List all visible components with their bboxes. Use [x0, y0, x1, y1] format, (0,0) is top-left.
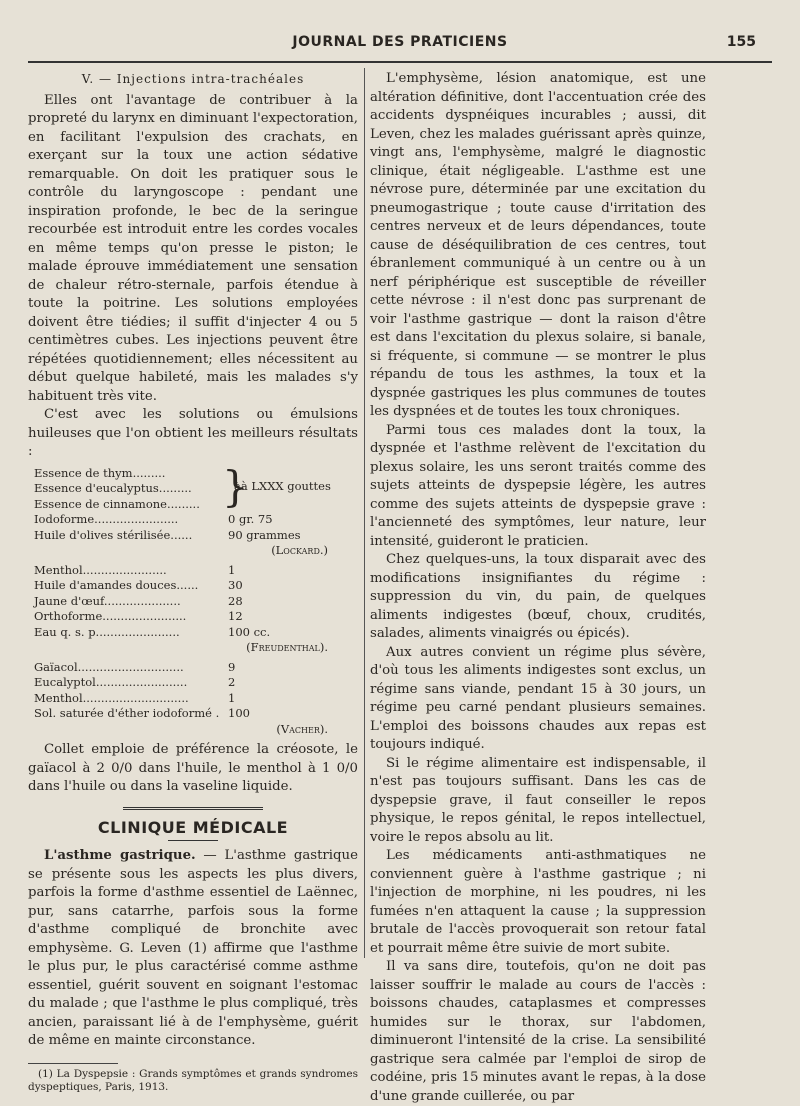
- paragraph: Parmi tous ces malades dont la toux, la dyspnée et l'asthme relèvent de l'excitation du plexus solaire, les uns seront traités comme des sujets atteints de dyspepsie légère, les autres comme des sujets atteints de dyspepsie grave : l'ancienneté des symptômes, leur nature, leur intensité, guideront le praticien.: [370, 422, 706, 549]
- formula-author: (Vacher).: [276, 721, 328, 736]
- paragraph: C'est avec les solutions ou émulsions huileuses que l'on obtient les meilleurs résultats :: [28, 407, 358, 459]
- formula-quantity: 0 gr. 75: [228, 512, 273, 526]
- formula-quantity: 1: [228, 562, 236, 577]
- formula-row: [34, 625, 358, 641]
- formula-ingredient: Menthol.............................: [34, 690, 189, 705]
- paragraph: Elles ont l'avantage de contribuer à la propreté du larynx en diminuant l'expectoration, en facilitant l'expulsion des crachats, en exerçant sur la toux une action sédative remarquable. On doit les pratiquer sous le contrôle du laryngoscope : pendant une inspiration profonde, le bec de la seringue recourbée est introduit entre les cordes vocales en même temps qu'on presse le piston; le malade éprouve immédiatement une sensation de chaleur rétro-sternale, parfois étendue à toute la poitrine. Les solutions employées doivent être tiédies; il suffit d'injecter 4 ou 5 centimètres cubes. Les injections peuvent être répétées quotidiennement; elles nécessitent au début quelque habileté, mais les malades s'y habituent très vite.: [28, 92, 358, 404]
- formula-quantity: 12: [228, 609, 243, 623]
- running-title: JOURNAL DES PRATICIENS: [292, 34, 508, 50]
- formula-row: [34, 578, 358, 594]
- section-heading: V. — Injections intra-trachéales: [81, 72, 305, 86]
- formula-row: [34, 594, 358, 610]
- paragraph: Les médicaments anti-asthmatiques ne conviennent guère à l'asthme gastrique ; ni l'injection de morphine, ni les poudres, ni les fumées n'en attaquent la cause ; la suppression brutale de l'accès provoquerait son retour fatal et pourrait même être suivie de mort subite.: [370, 848, 706, 956]
- formula-quantity: 30: [228, 578, 243, 592]
- paragraph-body: — L'asthme gastrique se présente sous les aspects les plus divers, parfois la forme d'asthme essentiel de Laënnec, pur, sans catarrhe, parfois sous la forme d'asthme compliqué de bronchite avec emphysème. G. Leven (1) affirme que l'asthme le plus pur, le plus caractérisé comme asthme essentiel, guérit souvent en soignant l'estomac du malade ; que l'asthme le plus compliqué, très ancien, paraissant lié à de l'emphysème, guérit de même en mainte circonstance.: [28, 848, 358, 1048]
- formula-row: [34, 563, 358, 579]
- paragraph: Aux autres convient un régime plus sévère, d'où tous les aliments indigestes sont exclus, un régime sans viande, pendant 15 à 30 jours, un régime peu carné pendant plusieurs semaines. L'emploi des boissons chaudes aux repas est toujours indiqué.: [370, 644, 706, 752]
- left-column: [28, 70, 358, 1094]
- paragraph: [28, 847, 358, 1051]
- double-rule: [123, 807, 263, 813]
- formula-row: [34, 660, 358, 676]
- formula-ingredient: Menthol.......................: [34, 562, 167, 577]
- formula-ingredient: Gaïacol.............................: [34, 659, 184, 674]
- formula-quantity: 2: [228, 675, 236, 689]
- formula-quantity: àà LXXX gouttes: [234, 478, 331, 493]
- small-rule: [168, 840, 218, 841]
- paragraph: Il va sans dire, toutefois, qu'on ne doit pas laisser souffrir le malade au cours de l'accès : boissons chaudes, cataplasmes et compresses humides sur le thorax, sur l'abdomen, diminueront l'intensité de la crise. La sensibilité gastrique sera calmée par l'emploi de sirop de codéine, pris 15 minutes avant le repas, à la dose d'une grande cuillerée, ou par: [370, 959, 706, 1104]
- formula-quantity: 90 grammes: [228, 527, 301, 542]
- paragraph: Collet emploie de préférence la créosote, le gaïacol à 2 0/0 dans l'huile, le menthol à 1 0/0 dans l'huile ou dans la vaseline liquide.: [28, 742, 358, 794]
- formula-ingredient: Huile d'amandes douces......: [34, 578, 199, 592]
- formula-ingredient: Eau q. s. p.......................: [34, 624, 180, 639]
- formula-row: Essence de cinnamone.........: [34, 496, 200, 511]
- formula-author: (Lockard.): [271, 543, 328, 557]
- paragraph: L'emphysème, lésion anatomique, est une altération définitive, dont l'accentuation crée des accidents dyspnéiques incurables ; aussi, dit Leven, chez les malades guérissant après quinze, vingt ans, l'emphysème, malgré le diagnostic clinique, était négligeable. L'asthme est une névrose pure, déterminée par une excitation du pneumogastrique ; toute cause d'irritation des centres nerveux et de leurs dépendances, toute cause de déséquilibration de ces centres, tout ébranlement communiqué à un centre ou à un nerf périphérique est susceptible de réveiller cette névrose : il n'est donc pas surprenant de voir l'asthme gastrique — dont la raison d'être est dans l'excitation du plexus solaire, si banale, si fréquente, si commune — se montrer le plus répandu de tous les asthmes, la toux et la dyspnée gastriques les plus communes de toutes les dyspnées et de toutes les toux chroniques.: [370, 71, 706, 419]
- formula-quantity: 100: [228, 706, 250, 720]
- formula-row: [34, 706, 358, 722]
- clinic-heading: CLINIQUE MÉDICALE: [97, 817, 289, 837]
- formula-ingredient: Huile d'olives stérilisée......: [34, 527, 193, 542]
- footnote-rule: [28, 1063, 118, 1064]
- formula-row: [34, 609, 358, 625]
- formula-row: [34, 675, 358, 691]
- formula-ingredient: Orthoforme.......................: [34, 609, 187, 623]
- clinic-section-header: [28, 807, 358, 842]
- formula-row: Essence de thym.........: [34, 465, 166, 480]
- formula-row: [34, 528, 358, 544]
- formula-ingredient: Iodoforme.......................: [34, 512, 179, 526]
- formula-quantity: 1: [228, 690, 236, 705]
- paragraph-title: L'asthme gastrique.: [44, 848, 196, 863]
- formula-quantity: 100 cc.: [228, 624, 271, 639]
- formula-quantity: 9: [228, 659, 236, 674]
- footnote: (1) La Dyspepsie : Grands symptômes et grands syndromes dyspeptiques, Paris, 1913.: [28, 1067, 358, 1093]
- formula-author: (Freudenthal).: [246, 640, 328, 654]
- formula-row: Essence d'eucalyptus.........: [34, 481, 192, 495]
- paragraph: Chez quelques-uns, la toux disparait avec des modifications insignifiantes du régime : suppression du vin, du pain, de quelques aliments indigestes (bœuf, choux, crudités, salades, aliments vinaigrés ou épicés).: [370, 552, 706, 641]
- right-column: [370, 70, 706, 1106]
- header-rule: [28, 61, 772, 63]
- formula-quantity: 28: [228, 593, 243, 608]
- formula-row: [34, 512, 358, 528]
- formula-ingredient: Sol. saturée d'éther iodoformé .: [34, 706, 220, 720]
- formula-ingredient: Jaune d'œuf.....................: [34, 593, 181, 608]
- paragraph: Si le régime alimentaire est indispensable, il n'est pas toujours suffisant. Dans les cas de dyspepsie grave, il faut conseiller le repos physique, le repos génital, le repos intellectuel, voire le repos absolu au lit.: [370, 755, 706, 845]
- formula-row: [34, 691, 358, 707]
- page-number: 155: [726, 34, 756, 50]
- formula-freudenthal: [34, 563, 358, 656]
- column-divider: [364, 68, 365, 958]
- formula-vacher: [34, 660, 358, 738]
- formula-brace-group: [34, 461, 358, 513]
- page-header: [0, 28, 800, 52]
- brace-symbol: }: [222, 461, 249, 511]
- formula-ingredient: Eucalyptol.........................: [34, 675, 188, 689]
- formula-lockard: [34, 461, 358, 559]
